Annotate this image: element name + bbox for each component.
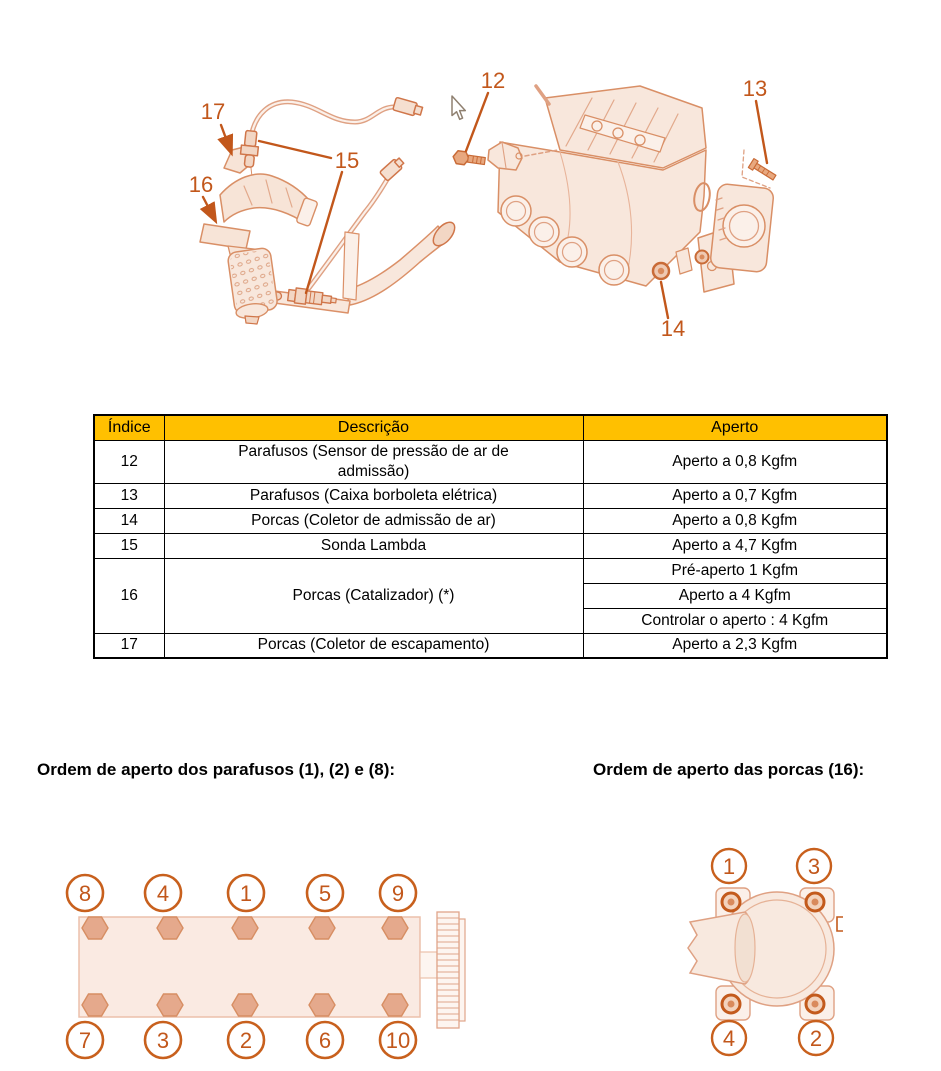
sequence-marker bbox=[228, 875, 264, 911]
callout-12 bbox=[466, 68, 505, 151]
svg-text:5: 5 bbox=[318, 881, 332, 906]
sequence-marker bbox=[145, 1022, 181, 1058]
torque-cell: Aperto a 2,3 Kgfm bbox=[583, 633, 887, 658]
sequence-marker bbox=[307, 875, 343, 911]
head-bolts-sequence-diagram bbox=[67, 875, 465, 1058]
callout-13 bbox=[743, 76, 767, 163]
table-row bbox=[94, 441, 887, 484]
table-row bbox=[94, 558, 887, 583]
flange-nuts-sequence-diagram bbox=[688, 849, 843, 1055]
sequence-marker bbox=[712, 1021, 746, 1055]
index-cell: 14 bbox=[94, 508, 164, 533]
callout-label-17: 17 bbox=[200, 99, 226, 124]
col-header-aperto: Aperto bbox=[583, 415, 887, 441]
svg-text:10: 10 bbox=[385, 1028, 411, 1053]
svg-text:3: 3 bbox=[156, 1028, 170, 1053]
index-cell: 13 bbox=[94, 483, 164, 508]
svg-text:4: 4 bbox=[722, 1026, 736, 1051]
sequence-marker bbox=[799, 1021, 833, 1055]
callout-label-15: 15 bbox=[334, 148, 360, 173]
torque-cell: Aperto a 0,7 Kgfm bbox=[583, 483, 887, 508]
camshaft-gear bbox=[437, 912, 465, 1028]
svg-text:7: 7 bbox=[78, 1028, 92, 1053]
description-cell: Porcas (Coletor de escapamento) bbox=[164, 633, 583, 658]
svg-text:3: 3 bbox=[807, 854, 821, 879]
callout-16 bbox=[189, 172, 215, 220]
table-header-row bbox=[94, 415, 887, 441]
callout-17 bbox=[201, 99, 231, 152]
svg-text:8: 8 bbox=[78, 881, 92, 906]
svg-text:2: 2 bbox=[809, 1026, 823, 1051]
mouse-cursor bbox=[452, 96, 465, 119]
torque-cell: Controlar o aperto : 4 Kgfm bbox=[583, 608, 887, 633]
callout-label-13: 13 bbox=[742, 76, 768, 101]
description-cell: Porcas (Catalizador) (*) bbox=[164, 558, 583, 633]
torque-table bbox=[93, 414, 888, 659]
intake-assembly-diagram bbox=[452, 68, 777, 341]
sequence-marker bbox=[380, 1022, 416, 1058]
torque-cell: Aperto a 0,8 Kgfm bbox=[583, 441, 887, 484]
bolt-12 bbox=[452, 150, 485, 167]
svg-text:1: 1 bbox=[722, 854, 736, 879]
description-cell: Parafusos (Caixa borboleta elétrica) bbox=[164, 483, 583, 508]
svg-text:4: 4 bbox=[156, 881, 170, 906]
torque-table-body bbox=[94, 441, 887, 659]
bolts-tightening-order-heading: Ordem de aperto dos parafusos (1), (2) e (8): bbox=[37, 760, 396, 779]
index-cell: 17 bbox=[94, 633, 164, 658]
cable-connector bbox=[380, 156, 406, 181]
description-cell: Parafusos (Sensor de pressão de ar de admissão) bbox=[164, 441, 583, 484]
col-header-indice: Índice bbox=[94, 415, 164, 441]
sequence-marker bbox=[712, 849, 746, 883]
index-cell: 15 bbox=[94, 533, 164, 558]
sequence-marker bbox=[67, 1022, 103, 1058]
sequence-marker bbox=[228, 1022, 264, 1058]
torque-cell: Pré-aperto 1 Kgfm bbox=[583, 558, 887, 583]
bolt-13 bbox=[748, 159, 777, 182]
sequence-marker bbox=[307, 1022, 343, 1058]
torque-cell: Aperto a 4,7 Kgfm bbox=[583, 533, 887, 558]
table-row bbox=[94, 533, 887, 558]
sequence-marker bbox=[797, 849, 831, 883]
svg-text:1: 1 bbox=[239, 881, 253, 906]
index-cell: 12 bbox=[94, 441, 164, 484]
exhaust-assembly-diagram bbox=[189, 97, 459, 324]
sequence-marker bbox=[380, 875, 416, 911]
col-header-descricao: Descrição bbox=[164, 415, 583, 441]
nut-14 bbox=[653, 263, 669, 279]
callout-14 bbox=[661, 282, 685, 341]
index-cell: 16 bbox=[94, 558, 164, 633]
nuts-tightening-order-heading: Ordem de aperto das porcas (16): bbox=[593, 760, 865, 779]
sequence-marker bbox=[67, 875, 103, 911]
table-row bbox=[94, 633, 887, 658]
svg-text:6: 6 bbox=[318, 1028, 332, 1053]
description-cell: Sonda Lambda bbox=[164, 533, 583, 558]
callout-label-16: 16 bbox=[188, 172, 214, 197]
cable-connector bbox=[393, 97, 423, 117]
table-row bbox=[94, 483, 887, 508]
torque-cell: Aperto a 4 Kgfm bbox=[583, 583, 887, 608]
description-cell: Porcas (Coletor de admissão de ar) bbox=[164, 508, 583, 533]
svg-text:9: 9 bbox=[391, 881, 405, 906]
callout-label-14: 14 bbox=[660, 316, 686, 341]
callout-label-12: 12 bbox=[480, 68, 506, 93]
torque-cell: Aperto a 0,8 Kgfm bbox=[583, 508, 887, 533]
svg-text:2: 2 bbox=[239, 1028, 253, 1053]
sequence-marker bbox=[145, 875, 181, 911]
table-row bbox=[94, 508, 887, 533]
